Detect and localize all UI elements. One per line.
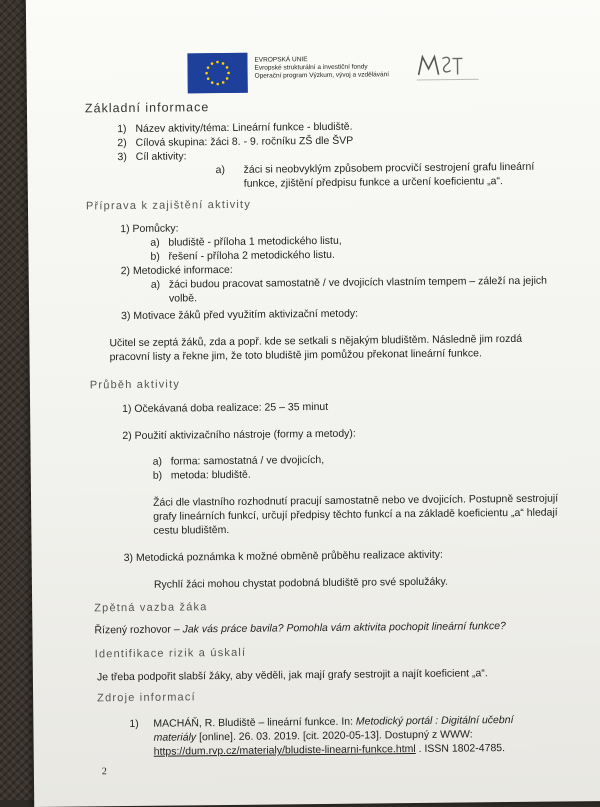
list-item bbox=[117, 150, 186, 164]
source-number: 1) bbox=[129, 717, 139, 731]
sub-letter: b) bbox=[152, 469, 163, 482]
sub-letter: a) bbox=[150, 278, 161, 291]
list-item: 2) Metodické informace: bbox=[120, 263, 233, 278]
item-text: Cíl aktivity: bbox=[135, 150, 187, 163]
source-publication: Metodický portál : Digitální učební bbox=[355, 713, 514, 728]
eu-line: EVROPSKÁ UNIE bbox=[254, 56, 308, 64]
sub-letter: a) bbox=[152, 455, 163, 468]
list-item bbox=[117, 135, 353, 150]
paragraph-line: Učitel se zeptá žáků, zda a popř. kde se setkali s nějakým bludištěm. Následně jim rozdá bbox=[109, 332, 523, 350]
item-number: 2) bbox=[117, 137, 127, 150]
section-title-basic: Základní informace bbox=[84, 100, 210, 116]
risks-text: Je třeba podpořit slabší žáky, aby věděli, jak mají grafy sestrojit a najít koeficient „a“. bbox=[96, 667, 488, 684]
feedback-question: Jak vás práce bavila? Pomohla vám aktivita pochopit lineární funkce? bbox=[182, 620, 506, 636]
paragraph-line: Žáci dle vlastního rozhodnutí pracují samostatně nebo ve dvojicích. Postupně sestrojují bbox=[153, 492, 559, 509]
goal-line: žáci si neobvyklým způsobem procvičí sestrojení grafu lineární bbox=[243, 160, 535, 176]
sub-item: bludiště - příloha 1 metodického listu, bbox=[168, 234, 342, 249]
paragraph-line: pracovní listy a řekne jim, že toto bludiště jim pomůžou překonat lineární funkce. bbox=[109, 347, 482, 364]
item-text: Název aktivity/téma: Lineární funkce - bludiště. bbox=[135, 120, 353, 135]
source-publication: materiály bbox=[153, 731, 197, 744]
goal-letter: a) bbox=[215, 163, 226, 177]
sub-letter: b) bbox=[150, 250, 160, 263]
document-page bbox=[26, 0, 600, 807]
list-item: 1) Očekávaná doba realizace: 25 – 35 minut bbox=[122, 400, 329, 416]
source-line bbox=[154, 742, 505, 759]
list-item: 3) Motivace žáků před využitím aktivizační metody: bbox=[121, 307, 359, 323]
sub-item: žáci budou pracovat samostatně / ve dvojicích vlastním tempem – záleží na jejich bbox=[168, 274, 548, 291]
section-title-risks: Identifikace rizik a úskalí bbox=[94, 646, 247, 661]
eu-flag-icon bbox=[187, 53, 247, 94]
sub-item: forma: samostatná / ve dvojicích, bbox=[170, 453, 325, 468]
item-text: Cílová skupina: žáci 8. - 9. ročníku ZŠ dle ŠVP bbox=[135, 134, 354, 149]
sub-item: volbě. bbox=[168, 292, 198, 305]
sub-item: řešení - příloha 2 metodického listu. bbox=[168, 248, 335, 263]
goal-line: funkce, zjištění předpisu funkce a určení koeficientu „a“. bbox=[243, 175, 503, 190]
source-issn: . ISSN 1802-4785. bbox=[415, 742, 506, 756]
page-number: 2 bbox=[101, 766, 107, 778]
item-number: 1) bbox=[117, 123, 127, 136]
sub-letter: a) bbox=[150, 236, 160, 249]
section-title-feedback: Zpětná vazba žáka bbox=[94, 601, 208, 615]
list-item: 2) Použití aktivizačního nástroje (formy a metody): bbox=[122, 427, 356, 443]
eu-funding-text bbox=[254, 55, 389, 80]
section-title-course: Průběh aktivity bbox=[89, 378, 181, 392]
section-title-sources: Zdroje informací bbox=[97, 691, 196, 705]
list-item: 1) Pomůcky: bbox=[120, 222, 179, 236]
paragraph-line: cestu bludištěm. bbox=[153, 523, 230, 537]
source-url-link[interactable]: https://dum.rvp.cz/materialy/bludiste-linearni-funkce.html bbox=[153, 743, 416, 758]
feedback-text bbox=[94, 620, 506, 637]
paragraph-line: grafy lineárních funkcí, určují předpisy těchto funkcí a na základě koeficientu „a“ hledají bbox=[153, 506, 558, 523]
item-number: 3) bbox=[117, 150, 127, 164]
eu-line: Operační program Výzkum, vývoj a vzdělávání bbox=[254, 71, 390, 80]
ministry-logo bbox=[412, 50, 482, 85]
paragraph-line: Rychlí žáci mohou chystat podobná bludiště pro své spolužáky. bbox=[153, 575, 448, 591]
feedback-lead: Řízený rozhovor – bbox=[94, 623, 183, 637]
list-item bbox=[117, 121, 352, 136]
section-title-prep: Příprava k zajištění aktivity bbox=[85, 198, 252, 213]
list-item: 3) Metodická poznámka k možné obměně průběhu realizace aktivity: bbox=[123, 548, 443, 565]
eu-line: Evropské strukturální a investiční fondy bbox=[254, 63, 368, 72]
sub-item: metoda: bludiště. bbox=[170, 468, 251, 482]
source-author: MACHÁŇ, R. Bludiště – lineární funkce. In: bbox=[153, 715, 356, 730]
source-details: [online]. 26. 03. 2019. [cit. 2020-05-13]. Dostupný z WWW: bbox=[196, 728, 473, 744]
